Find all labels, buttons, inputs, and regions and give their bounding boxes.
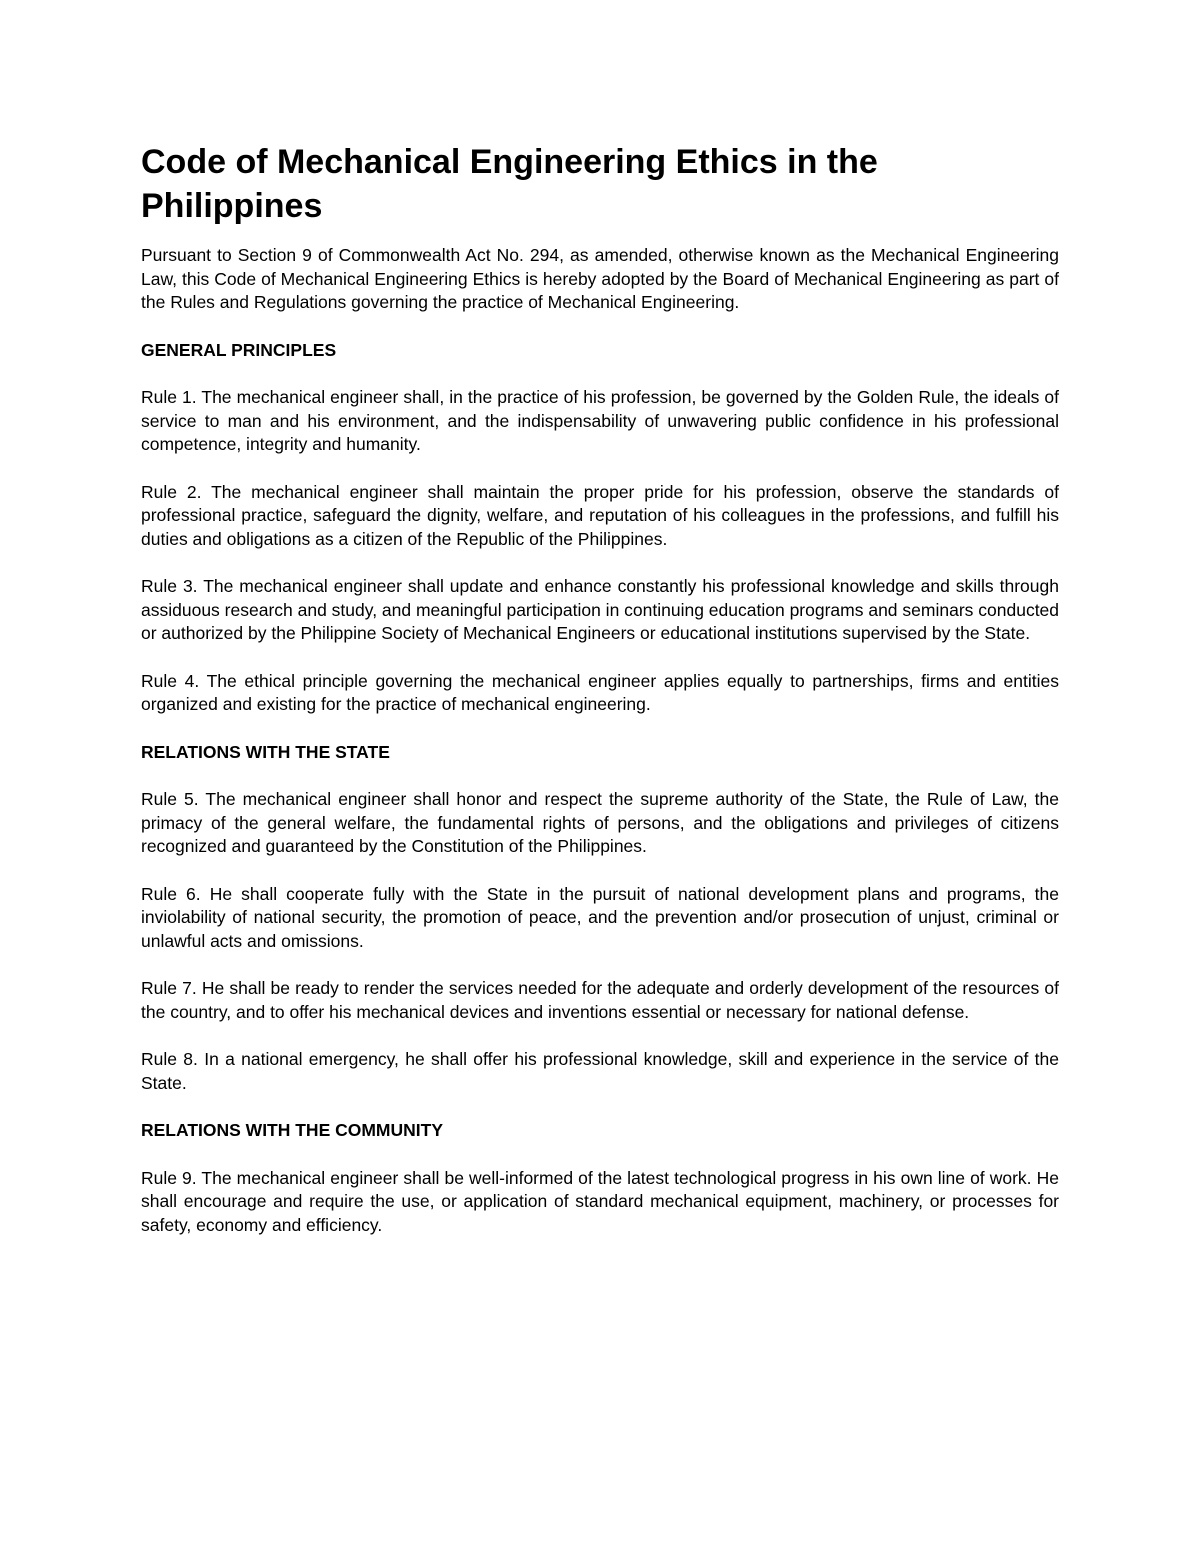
document-page bbox=[141, 140, 1059, 1261]
rule-1: Rule 1. The mechanical engineer shall, in the practice of his profession, be governed by the Golden Rule, the ideals of service to man and his environment, and the indispensability of unwavering public confidence in his professional competence, integrity and humanity. bbox=[141, 387, 1059, 454]
rule-5: Rule 5. The mechanical engineer shall honor and respect the supreme authority of the State, the Rule of Law, the primacy of the general welfare, the fundamental rights of persons, and the obligations and privileges of citizens recognized and guaranteed by the Constitution of the Philippines. bbox=[141, 789, 1059, 856]
rule-6: Rule 6. He shall cooperate fully with the State in the pursuit of national development plans and programs, the inviolability of national security, the promotion of peace, and the prevention and/or prosecution of unjust, criminal or unlawful acts and omissions. bbox=[141, 883, 1059, 951]
intro-paragraph: Pursuant to Section 9 of Commonwealth Act No. 294, as amended, otherwise known as the Mechanical Engineering Law, this Code of Mechanical Engineering Ethics is hereby adopted by the Board of Mechanical Engineering as part of the Rules and Regulations governing the practice of Mechanical Engineering. bbox=[141, 245, 1059, 312]
rule-7: Rule 7. He shall be ready to render the services needed for the adequate and orderly development of the resources of the country, and to offer his mechanical devices and inventions essential or necessary for national defense. bbox=[141, 978, 1059, 1022]
document-title: Code of Mechanical Engineering Ethics in the Philippines bbox=[141, 143, 878, 225]
section-heading-general-principles: GENERAL PRINCIPLES bbox=[141, 339, 337, 360]
rule-3: Rule 3. The mechanical engineer shall update and enhance constantly his professional knowledge and skills through assiduous research and study, and meaningful participation in continuing education programs and seminars conducted or authorized by the Philippine Society of Mechanical Engineers or educational institutions supervised by the State. bbox=[141, 576, 1060, 643]
rule-2: Rule 2. The mechanical engineer shall maintain the proper pride for his profession, observe the standards of professional practice, safeguard the dignity, welfare, and reputation of his colleagues in the professions, and fulfill his duties and obligations as a citizen of the Republic of the Philippines. bbox=[141, 481, 1059, 549]
rule-4: Rule 4. The ethical principle governing the mechanical engineer applies equally to partnerships, firms and entities organized and existing for the practice of mechanical engineering. bbox=[141, 670, 1059, 714]
section-heading-relations-with-the-state: RELATIONS WITH THE STATE bbox=[141, 741, 390, 762]
rule-9: Rule 9. The mechanical engineer shall be well-informed of the latest technological progress in his own line of work. He shall encourage and require the use, or application of standard mechanical equipment, machinery, or processes for safety, economy and efficiency. bbox=[141, 1167, 1059, 1235]
section-heading-relations-with-the-community: RELATIONS WITH THE COMMUNITY bbox=[141, 1120, 444, 1140]
rule-8: Rule 8. In a national emergency, he shall offer his professional knowledge, skill and experience in the service of the State. bbox=[141, 1049, 1059, 1093]
